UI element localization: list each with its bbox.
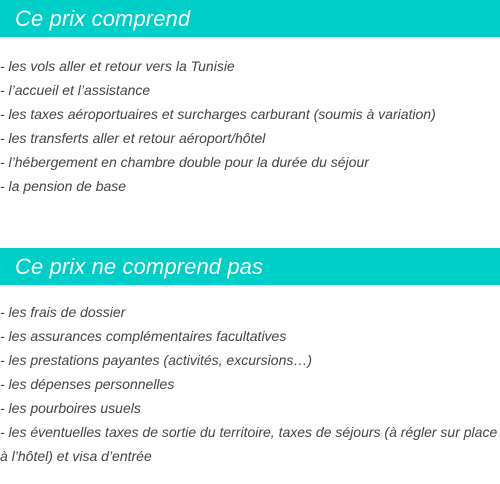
included-items-list (0, 54, 500, 198)
included-item: - la pension de base (0, 178, 127, 194)
excluded-item: - les prestations payantes (activités, excursions…) (0, 352, 313, 368)
excluded-section-title: Ce prix ne comprend pas (15, 253, 264, 279)
included-item: - l’accueil et l’assistance (0, 82, 151, 98)
excluded-item: - les frais de dossier (0, 304, 126, 320)
excluded-item: - les dépenses personnelles (0, 376, 175, 392)
included-section-header (0, 0, 500, 37)
included-item: - les transferts aller et retour aéroport/hôtel (0, 130, 266, 146)
excluded-item: - les pourboires usuels (0, 400, 141, 416)
included-item: - les taxes aéroportuaires et surcharges carburant (soumis à variation) (0, 106, 436, 122)
included-item: - les vols aller et retour vers la Tunisie (0, 58, 235, 74)
excluded-item: - les assurances complémentaires facultatives (0, 328, 287, 344)
excluded-section-header (0, 248, 500, 285)
excluded-item: - les éventuelles taxes de sortie du territoire, taxes de séjours (à régler sur place à l’hôtel) et visa d’entrée (0, 424, 498, 464)
included-section-title: Ce prix comprend (15, 5, 191, 31)
excluded-items-list (0, 300, 500, 468)
included-item: - l’hébergement en chambre double pour la durée du séjour (0, 154, 369, 170)
